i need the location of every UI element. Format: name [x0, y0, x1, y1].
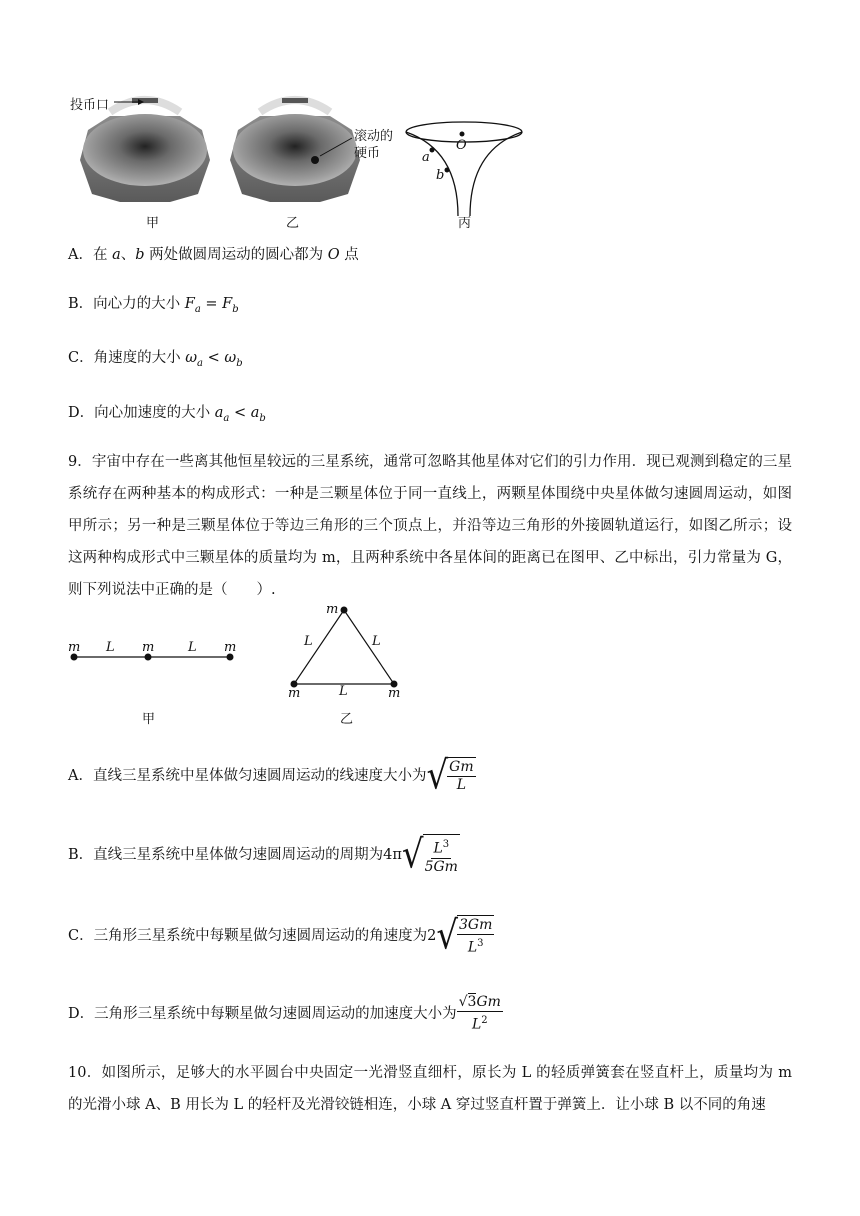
- caption-yi: 乙: [286, 216, 300, 231]
- mass-label-top: m: [326, 602, 339, 617]
- funnel-illustration: [70, 90, 540, 230]
- caption-jia: 甲: [146, 216, 160, 231]
- dist-label-tri-bottom: L: [339, 684, 348, 699]
- funnel-profile-bing: [406, 122, 522, 216]
- mass-label-right: m: [224, 640, 237, 655]
- q9-option-c: C．三角形三星系统中每颗星做匀速圆周运动的角速度为 2 √ $\frac{3Gm}{L^3}$: [68, 912, 493, 959]
- q8-option-b: B．向心力的大小 $F_a = F_b$: [68, 296, 239, 315]
- q9-option-a: A．直线三星系统中星体做匀速圆周运动的线速度大小为 √ $\frac{Gm}{L}$: [68, 752, 474, 799]
- point-a-dot: [430, 148, 435, 153]
- point-b-dot: [445, 168, 450, 173]
- coin-slot-label: 投币口: [70, 98, 110, 113]
- fraction-expression-d: $\frac{√3Gm}{L^2}$: [458, 994, 501, 1033]
- dist-label-right: L: [188, 640, 197, 655]
- caption-jia-9: 甲: [142, 712, 156, 727]
- figure-three-star: [60, 600, 420, 730]
- point-O-dot: [460, 132, 465, 137]
- mass-label-bottom-right: m: [388, 686, 401, 701]
- caption-bing: 丙: [458, 216, 472, 231]
- sqrt-expression-b: √ $\frac{L^3}{5Gm}$: [401, 831, 458, 878]
- mass-label-center: m: [142, 640, 155, 655]
- sqrt-expression-a: √ $\frac{Gm}{L}$: [426, 752, 474, 799]
- dist-label-tri-right: L: [372, 634, 381, 649]
- q9-stem: 9．宇宙中存在一些离其他恒星较远的三星系统，通常可忽略其他星体对它们的引力作用．现已观测到稳定的三星系统存在两种基本的构成形式：一种是三颗星体位于同一直线上，两颗星体围绕中央星体做匀速圆周运动，如图甲所示；另一种是三颗星体位于等边三角形的三个顶点上，并沿等边三角形的外接圆轨道运行，如图乙所示；设这两种构成形式中三颗星体的质量均为 m，且两种系统中各星体间的距离已在图甲、乙中标出，引力常量为 G，则下列说法中正确的是（ ）.: [68, 454, 792, 598]
- q8-option-d: D．向心加速度的大小 $a_a < a_b$: [68, 405, 266, 424]
- funnel-yi: [230, 98, 360, 202]
- figure-coin-funnel: [70, 90, 540, 230]
- coin-slot-arrow: [114, 97, 144, 107]
- point-a-label: a: [422, 150, 430, 165]
- q9-option-d: D．三角形三星系统中每颗星做匀速圆周运动的加速度大小为 $\frac{√3Gm}{L^2}$: [68, 994, 501, 1033]
- mass-label-left: m: [68, 640, 81, 655]
- star-top: [341, 607, 348, 614]
- point-O-label: O: [456, 138, 467, 153]
- q8-option-c: C．角速度的大小 $\omega_a < \omega_b$: [68, 350, 243, 369]
- dist-label-tri-left: L: [304, 634, 313, 649]
- three-star-diagram: [60, 600, 420, 730]
- mass-label-bottom-left: m: [288, 686, 301, 701]
- caption-yi-9: 乙: [340, 712, 354, 727]
- funnel-jia: [80, 98, 210, 202]
- rolling-coin-label: 滚动的 硬币: [354, 129, 394, 161]
- dist-label-left: L: [106, 640, 115, 655]
- q10-stem: 10．如图所示，足够大的水平圆台中央固定一光滑竖直细杆，原长为 L 的轻质弹簧套在竖直杆上，质量均为 m 的光滑小球 A、B 用长为 L 的轻杆及光滑铰链相连，小球 A 穿过竖直杆置于弹簧上．让小球 B 以不同的角速: [68, 1065, 792, 1113]
- sqrt-expression-c: √ $\frac{3Gm}{L^3}$: [436, 912, 493, 959]
- point-b-label: b: [436, 168, 445, 183]
- q9-option-b: B．直线三星系统中星体做匀速圆周运动的周期为 4π √ $\frac{L^3}{5Gm}$: [68, 831, 458, 878]
- q8-option-a: A．在 a、b 两处做圆周运动的圆心都为 O 点: [68, 247, 359, 263]
